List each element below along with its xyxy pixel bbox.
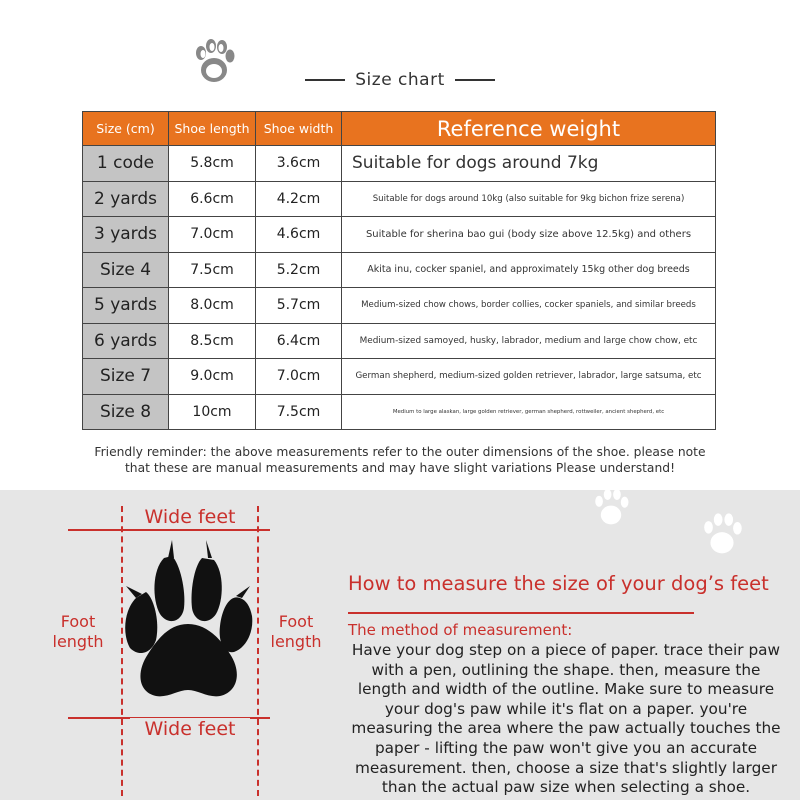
- width-cell: 4.6cm: [256, 217, 342, 253]
- instruction-line: measuring the area where the paw actually touches the: [351, 719, 781, 738]
- weight-note-cell: German shepherd, medium-sized golden retriever, labrador, large satsuma, etc: [342, 359, 716, 395]
- width-cell: 4.2cm: [256, 181, 342, 217]
- length-cell: 6.6cm: [169, 181, 256, 217]
- heading-rule-right: [455, 79, 495, 81]
- table-row: [83, 181, 716, 217]
- header-shoe-width: Shoe width: [256, 112, 342, 146]
- foot-length-left-line2: length: [52, 632, 104, 651]
- table-row: [83, 252, 716, 288]
- width-cell: 3.6cm: [256, 146, 342, 182]
- weight-note-cell: Akita inu, cocker spaniel, and approximately 15kg other dog breeds: [342, 252, 716, 288]
- instruction-line: your dog's paw while it's flat on a paper. you're: [384, 699, 748, 718]
- weight-note-cell: Suitable for dogs around 7kg: [342, 146, 716, 182]
- instruction-line: than the actual paw size when selecting a shoe.: [381, 778, 751, 797]
- table-row: [83, 146, 716, 182]
- table-row: [83, 394, 716, 430]
- weight-note-cell: Medium-sized chow chows, border collies, cocker spaniels, and similar breeds: [342, 288, 716, 324]
- length-cell: 5.8cm: [169, 146, 256, 182]
- width-cell: 6.4cm: [256, 323, 342, 359]
- weight-note-cell: Suitable for dogs around 10kg (also suitable for 9kg bichon frize serena): [342, 181, 716, 217]
- length-cell: 8.0cm: [169, 288, 256, 324]
- reminder-line-1: Friendly reminder: the above measurements refer to the outer dimensions of the shoe. please note: [94, 445, 706, 459]
- size-cell: 5 yards: [83, 288, 169, 324]
- instruction-line: with a pen, outlining the shape. then, measure the: [371, 660, 761, 679]
- friendly-reminder: [60, 444, 740, 476]
- foot-length-right-line1: Foot: [278, 612, 314, 631]
- size-cell: 6 yards: [83, 323, 169, 359]
- size-chart-heading: [0, 68, 800, 92]
- reminder-line-2: that these are manual measurements and may have slight variations Please understand!: [124, 461, 675, 475]
- size-chart-title: Size chart: [355, 70, 445, 90]
- width-cell: 7.5cm: [256, 394, 342, 430]
- wide-feet-label-bottom: Wide feet: [130, 718, 250, 740]
- length-cell: 7.5cm: [169, 252, 256, 288]
- table-row: [83, 323, 716, 359]
- foot-length-left-line1: Foot: [60, 612, 96, 631]
- header-shoe-length: Shoe length: [169, 112, 256, 146]
- table-header-row: [83, 112, 716, 146]
- instruction-line: length and width of the outline. Make sure to measure: [357, 680, 775, 699]
- size-table: [82, 111, 716, 430]
- width-cell: 5.2cm: [256, 252, 342, 288]
- size-cell: Size 7: [83, 359, 169, 395]
- paw-print-icon: [588, 486, 634, 532]
- length-cell: 8.5cm: [169, 323, 256, 359]
- weight-note-cell: Suitable for sherina bao gui (body size above 12.5kg) and others: [342, 217, 716, 253]
- foot-length-label-right: [264, 612, 328, 652]
- method-label: The method of measurement:: [348, 621, 573, 639]
- table-row: [83, 288, 716, 324]
- size-cell: Size 4: [83, 252, 169, 288]
- size-cell: 2 yards: [83, 181, 169, 217]
- foot-length-right-line2: length: [270, 632, 322, 651]
- header-reference-weight: Reference weight: [342, 112, 716, 146]
- length-cell: 9.0cm: [169, 359, 256, 395]
- instruction-line: paper - lifting the paw won't give you an accurate: [374, 738, 758, 757]
- length-cell: 10cm: [169, 394, 256, 430]
- table-row: [83, 217, 716, 253]
- table-row: [83, 359, 716, 395]
- width-cell: 5.7cm: [256, 288, 342, 324]
- how-to-measure-underline: [348, 612, 694, 614]
- paw-print-icon: [696, 510, 748, 562]
- size-cell: Size 8: [83, 394, 169, 430]
- heading-rule-left: [305, 79, 345, 81]
- instruction-line: measurement. then, choose a size that's slightly larger: [355, 758, 777, 777]
- length-cell: 7.0cm: [169, 217, 256, 253]
- size-cell: 1 code: [83, 146, 169, 182]
- size-cell: 3 yards: [83, 217, 169, 253]
- header-size: Size (cm): [83, 112, 169, 146]
- wide-feet-label-top: Wide feet: [130, 506, 250, 528]
- weight-note-cell: Medium to large alaskan, large golden retriever, german shepherd, rottweiler, ancient shepherd, etc: [342, 394, 716, 430]
- foot-length-label-left: [46, 612, 110, 652]
- width-cell: 7.0cm: [256, 359, 342, 395]
- method-instructions: [332, 641, 800, 798]
- weight-note-cell: Medium-sized samoyed, husky, labrador, medium and large chow chow, etc: [342, 323, 716, 359]
- instruction-line: Have your dog step on a piece of paper. trace their paw: [351, 641, 781, 659]
- dog-paw-diagram: [118, 536, 260, 706]
- wide-feet-guide-top: [68, 529, 270, 531]
- how-to-measure-title: How to measure the size of your dog’s feet: [348, 572, 769, 595]
